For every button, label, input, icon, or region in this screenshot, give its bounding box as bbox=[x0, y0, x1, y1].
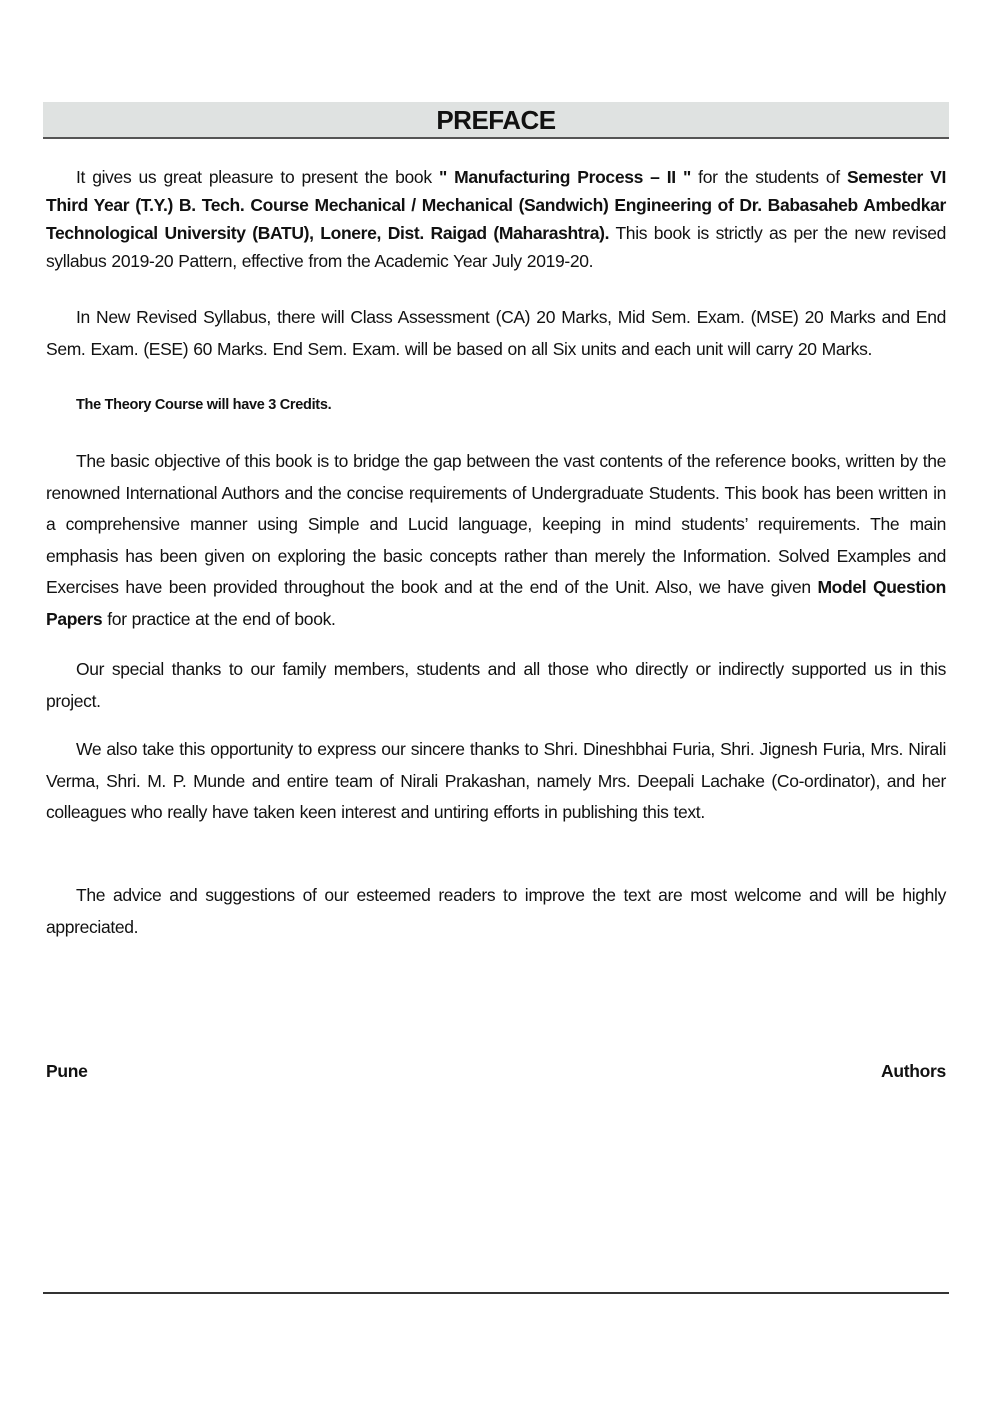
course-details: Semester VI Third Year (T.Y.) B. Tech. Course Mechanical / Mechanical (Sandwich) Engineering of Dr. Babasaheb Ambedkar Technological University (BATU), Lonere, Dist. Raigad (Maharashtra). bbox=[46, 167, 946, 243]
signature-place: Pune bbox=[46, 1061, 88, 1081]
paragraph-thanks: Our special thanks to our family members, students and all those who directly or indirectly supported us in this project. bbox=[46, 659, 946, 711]
footer-rule bbox=[43, 1292, 949, 1294]
model-papers: Model Question Papers bbox=[46, 577, 946, 629]
paragraph-acknowledgement: We also take this opportunity to express our sincere thanks to Shri. Dineshbhai Furia, Shri. Jignesh Furia, Mrs. Nirali Verma, Shri. M. P. Munde and entire team of Nirali Prakashan, namely Mrs. Deepali Lachake (Co-ordinator), and her colleagues who really have taken keen interest and untiring efforts in publishing this text. bbox=[46, 739, 946, 823]
signature-authors: Authors bbox=[881, 1061, 946, 1081]
text: The basic objective of this book is to bridge the gap between the vast contents of the reference books, written by the renowned International Authors and the concise requirements of Undergraduate Students. This book has been written in a comprehensive manner using Simple and Lucid language, keeping in mind students’ requirements. The main emphasis has been given on exploring the basic concepts rather than merely the Information. Solved Examples and Exercises have been provided throughout the book and at the end of the Unit. Also, we have given bbox=[46, 451, 946, 598]
page-title: PREFACE bbox=[436, 105, 556, 135]
heading-band bbox=[43, 102, 949, 139]
text: It gives us great pleasure to present the book bbox=[76, 167, 439, 187]
paragraph-syllabus: In New Revised Syllabus, there will Class Assessment (CA) 20 Marks, Mid Sem. Exam. (MSE) 20 Marks and End Sem. Exam. (ESE) 60 Marks. End Sem. Exam. will be based on all Six units and each unit will carry 20 Marks. bbox=[46, 307, 946, 359]
credits-note: The Theory Course will have 3 Credits. bbox=[76, 397, 332, 413]
text: This book is strictly as per the new revised syllabus 2019-20 Pattern, effective from the Academic Year July 2019-20. bbox=[46, 223, 946, 271]
paragraph-objective bbox=[46, 446, 946, 636]
paragraph-intro bbox=[46, 163, 946, 275]
paragraph-advice: The advice and suggestions of our esteemed readers to improve the text are most welcome and will be highly appreciated. bbox=[46, 885, 946, 937]
book-title: " Manufacturing Process – II " bbox=[438, 167, 691, 187]
text: for practice at the end of book. bbox=[102, 608, 336, 629]
text: for the students of bbox=[690, 167, 847, 187]
